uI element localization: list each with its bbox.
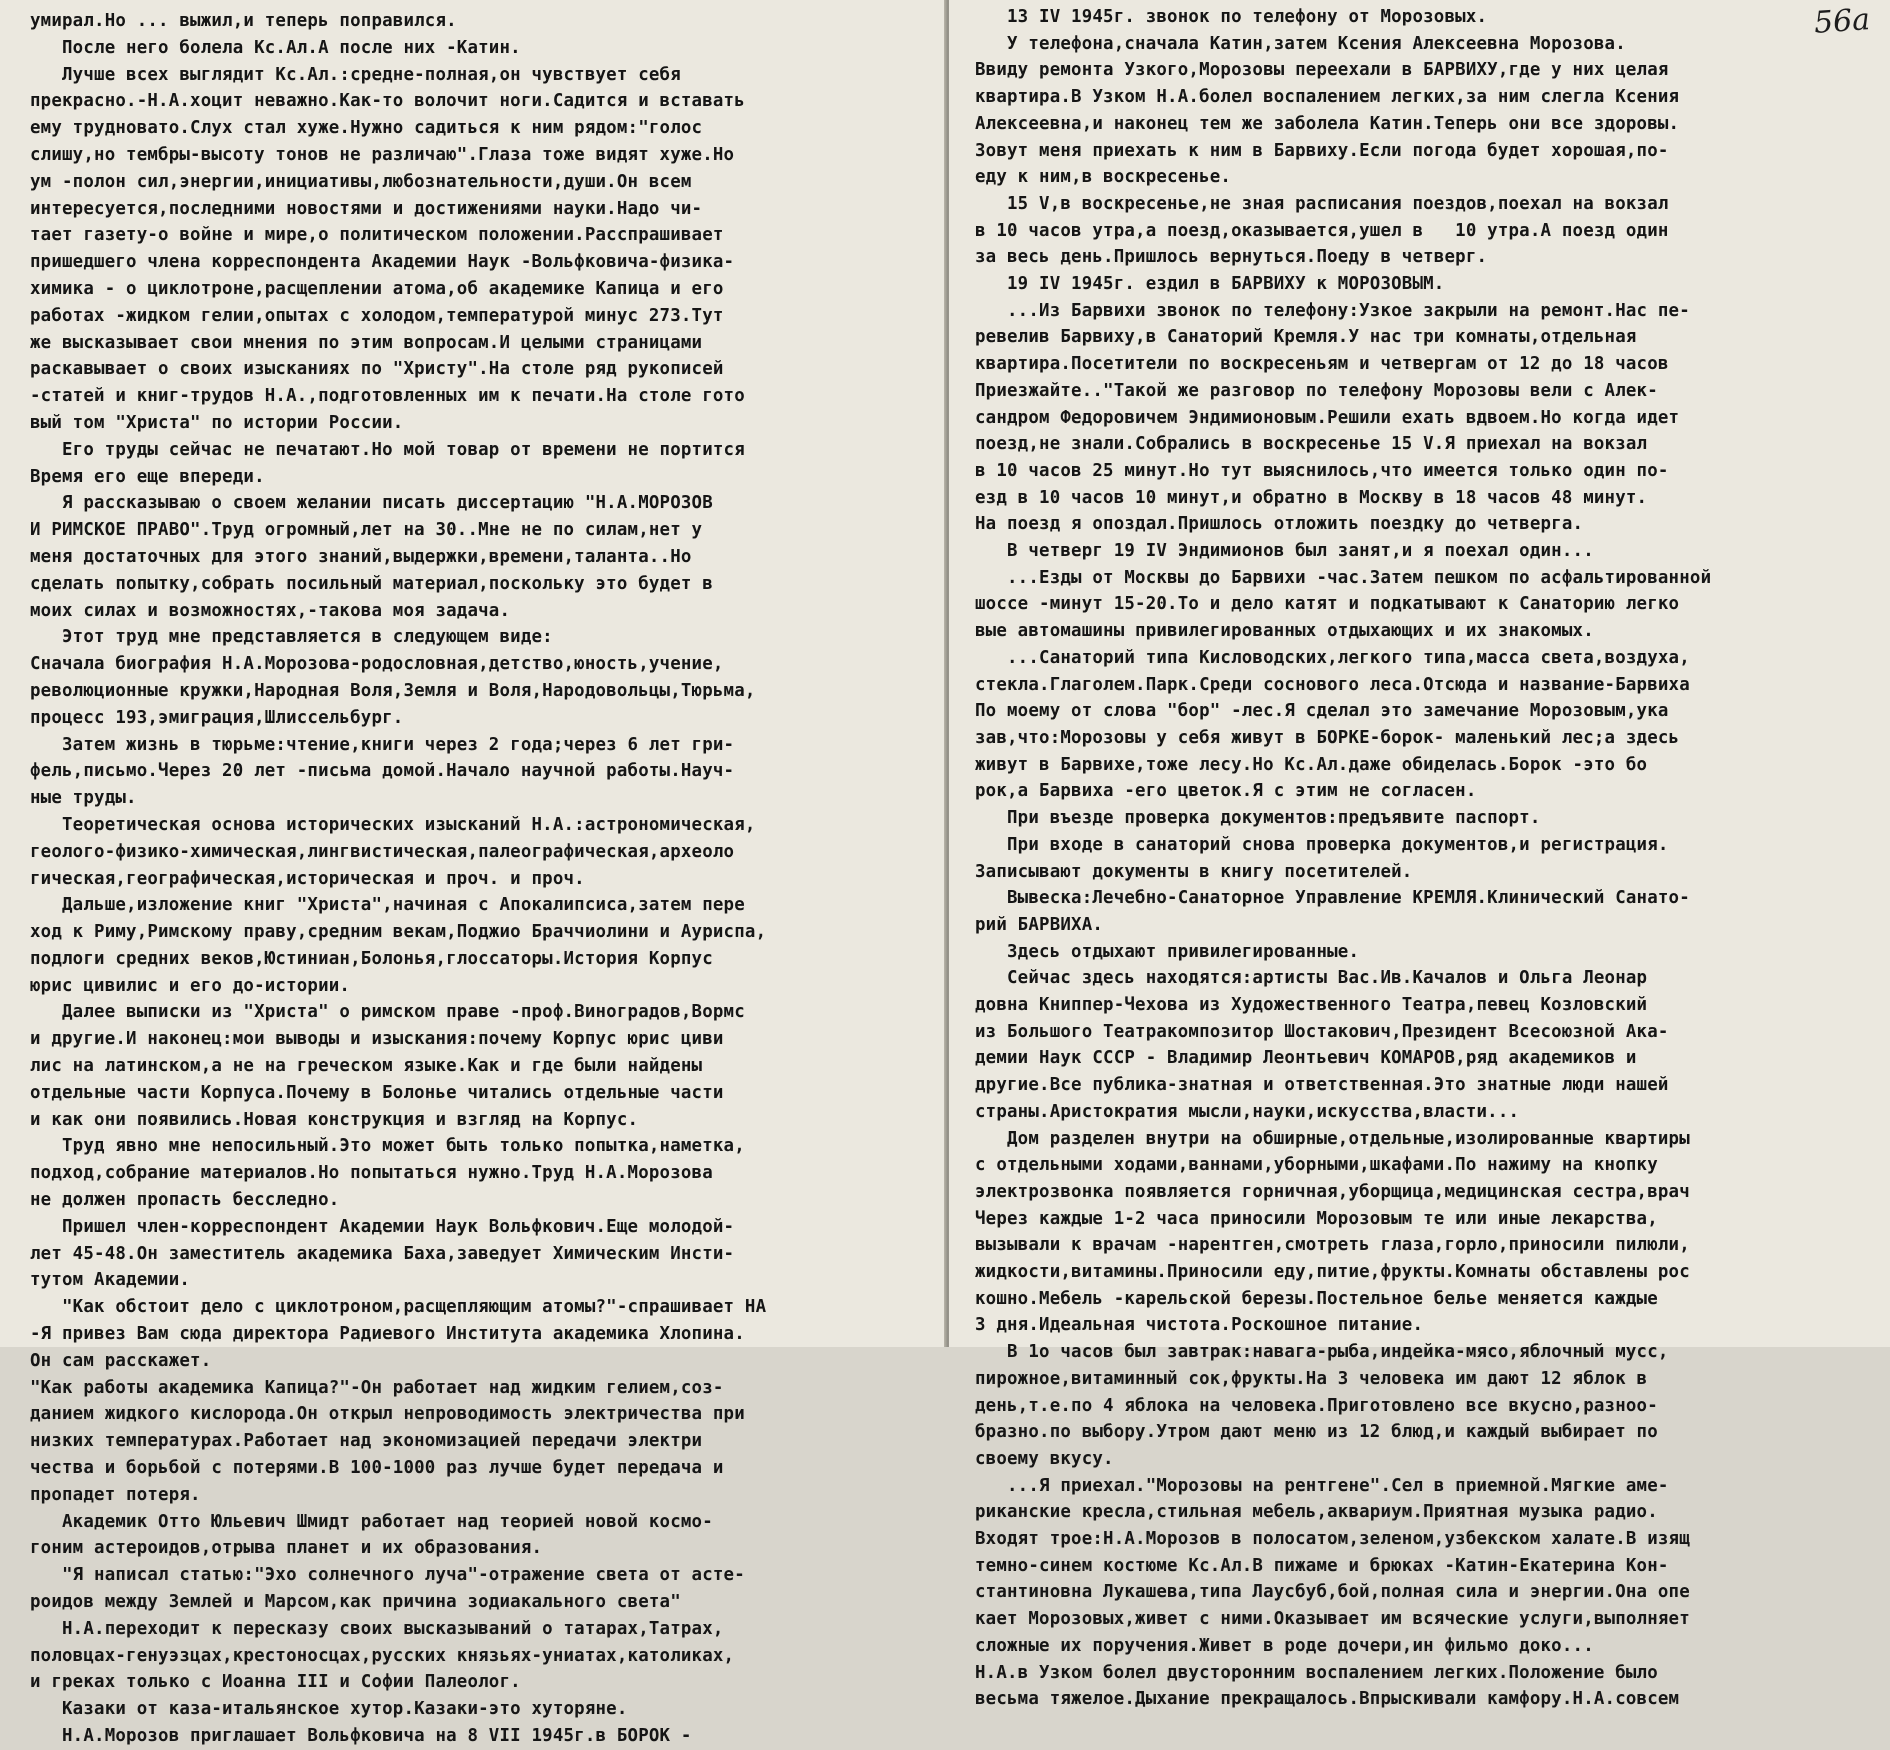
text-line: моих силах и возможностях,-такова моя задача. (30, 600, 511, 621)
text-line: низких температурах.Работает над экономизацией передачи электри (30, 1431, 703, 1452)
text-line: Академик Отто Юльевич Шмидт работает над теорией новой космо- (30, 1511, 713, 1532)
text-line: Он сам расскажет. (30, 1350, 212, 1371)
text-line: Этот труд мне представляется в следующем виде: (30, 627, 553, 648)
text-line: ...Санаторий типа Кисловодских,легкого типа,масса света,воздуха, (975, 647, 1690, 668)
text-line: Зовут меня приехать к ним в Барвиху.Если погода будет хорошая,по- (975, 140, 1669, 161)
text-line: 15 V,в воскресенье,не зная расписания поездов,поехал на вокзал (975, 193, 1669, 214)
text-line: Сначала биография Н.А.Морозова-родословная,детство,юность,учение, (30, 654, 724, 675)
text-line: не должен пропасть бесследно. (30, 1190, 340, 1211)
text-line: рок,а Барвиха -его цветок.Я с этим не согласен. (975, 781, 1477, 802)
text-line: Далее выписки из "Христа" о римском праве -проф.Виноградов,Вормс (30, 1002, 745, 1023)
text-line: Затем жизнь в тюрьме:чтение,книги через 2 года;через 6 лет гри- (30, 734, 735, 755)
text-line: в 10 часов утра,а поезд,оказывается,ушел в 10 утра.А поезд один (975, 220, 1669, 241)
text-line: И РИМСКОЕ ПРАВО".Труд огромный,лет на 30..Мне не по силам,нет у (30, 520, 703, 541)
text-line: жидкости,витамины.Приносили еду,питие,фрукты.Комнаты обставлены рос (975, 1262, 1690, 1283)
text-line: бразно.по выбору.Утром дают меню из 12 блюд,и каждый выбирает по (975, 1422, 1658, 1443)
left-page-text (30, 8, 933, 1750)
text-line: "Как работы академика Капица?"-Он работает над жидким гелием,соз- (30, 1377, 724, 1398)
text-line: При входе в санаторий снова проверка документов,и регистрация. (975, 834, 1669, 855)
text-line: весьма тяжелое.Дыхание прекращалось.Впрыскивали камфору.Н.А.совсем (975, 1689, 1680, 1710)
text-line: тает газету-о войне и мире,о политическом положении.Расспрашивает (30, 225, 724, 246)
text-line: На поезд я опоздал.Пришлось отложить поездку до четверга. (975, 514, 1584, 535)
text-line: риканские кресла,стильная мебель,аквариум.Приятная музыка радио. (975, 1502, 1658, 1523)
text-line: процесс 193,эмиграция,Шлиссельбург. (30, 707, 404, 728)
text-line: 3 дня.Идеальная чистота.Роскошное питание. (975, 1315, 1424, 1336)
text-line: Вывеска:Лечебно-Санаторное Управление КРЕМЛЯ.Клинический Санато- (975, 888, 1690, 909)
text-line: Н.А.Морозов приглашает Вольфковича на 8 VII 1945г.в БОРОК - (30, 1726, 692, 1746)
page-number: 56а (1812, 2, 1872, 41)
text-line: квартира.В Узком Н.А.болел воспалением легких,за ним слегла Ксения (975, 87, 1680, 108)
text-line: половцах-генуэзцах,крестоносцах,русских князьях-униатах,католиках, (30, 1645, 735, 1666)
text-line: умирал.Но ... выжил,и теперь поправился. (30, 11, 457, 31)
text-line: прекрасно.-Н.А.хоцит неважно.Как-то волочит ноги.Садится и вставать (30, 91, 745, 112)
text-line: своему вкусу. (975, 1448, 1114, 1469)
text-line: Н.А.в Узком болел двусторонним воспалением легких.Положение было (975, 1662, 1658, 1683)
text-line: подлоги средних веков,Юстиниан,Болонья,глоссаторы.История Корпус (30, 948, 713, 969)
text-line: Входят трое:Н.А.Морозов в полосатом,зеленом,узбекском халате.В изящ (975, 1529, 1690, 1550)
text-line: Время его еще впереди. (30, 466, 265, 487)
text-line: другие.Все публика-знатная и ответственная.Это знатные люди нашей (975, 1075, 1669, 1096)
right-page-text (975, 4, 1876, 1713)
text-line: за весь день.Пришлось вернуться.Поеду в четверг. (975, 247, 1488, 268)
text-line: электрозвонка появляется горничная,уборщица,медицинская сестра,врач (975, 1181, 1690, 1202)
text-line: день,т.е.по 4 яблока на человека.Приготовлено все вкусно,разноо- (975, 1395, 1658, 1416)
text-line: и как они появились.Новая конструкция и взгляд на Корпус. (30, 1109, 639, 1130)
text-line: Пришел член-корреспондент Академии Наук Вольфкович.Еще молодой- (30, 1216, 735, 1237)
text-line: "Как обстоит дело с циклотроном,расщепляющим атомы?"-спрашивает НА (30, 1297, 767, 1318)
text-line: живут в Барвихе,тоже лесу.Но Кс.Ал.даже обиделась.Борок -это бо (975, 754, 1648, 775)
text-line: вые автомашины привилегированных отдыхающих и их знакомых. (975, 621, 1594, 642)
text-line: Приезжайте.."Такой же разговор по телефону Морозовы вели с Алек- (975, 380, 1658, 401)
text-line: По моему от слова "бор" -лес.Я сделал это замечание Морозовым,ука (975, 701, 1669, 722)
text-line: Его труды сейчас не печатают.Но мой товар от времени не портится (30, 439, 745, 460)
text-line: кошно.Мебель -карельской березы.Постельное белье меняется каждые (975, 1288, 1658, 1309)
text-line: меня достаточных для этого знаний,выдержки,времени,таланта..Но (30, 546, 692, 567)
text-line: ему трудновато.Слух стал хуже.Нужно садиться к ним рядом:"голос (30, 118, 703, 139)
right-page (949, 0, 1890, 1710)
text-line: 19 IV 1945г. ездил в БАРВИХУ к МОРОЗОВЫМ. (975, 274, 1445, 295)
text-line: пирожное,витаминный сок,фрукты.На 3 человека им дают 12 яблок в (975, 1368, 1648, 1389)
text-line: чества и борьбой с потерями.В 100-1000 раз лучше будет передача и (30, 1458, 724, 1479)
text-line: рий БАРВИХА. (975, 914, 1104, 935)
text-line: Алексеевна,и наконец тем же заболела Катин.Теперь они все здоровы. (975, 113, 1680, 134)
text-line: 13 IV 1945г. звонок по телефону от Морозовых. (975, 7, 1488, 27)
text-line: ...Я приехал."Морозовы на рентгене".Сел в приемной.Мягкие аме- (975, 1475, 1669, 1496)
text-line: Записывают документы в книгу посетителей. (975, 861, 1413, 882)
text-line: пропадет потеря. (30, 1484, 201, 1505)
left-page (0, 0, 947, 1746)
text-line: Ввиду ремонта Узкого,Морозовы переехали в БАРВИХУ,где у них целая (975, 60, 1669, 81)
text-line: сделать попытку,собрать посильный материал,поскольку это будет в (30, 573, 713, 594)
text-line: юрис цивилис и его до-истории. (30, 975, 351, 996)
text-line: и греках только с Иоанна III и Софии Палеолог. (30, 1672, 521, 1693)
text-line: же высказывает свои мнения по этим вопросам.И целыми страницами (30, 332, 703, 353)
text-line: Через каждые 1-2 часа приносили Морозовым те или иные лекарства, (975, 1208, 1658, 1229)
text-line: ...Из Барвихи звонок по телефону:Узкое закрыли на ремонт.Нас пе- (975, 300, 1690, 321)
text-line: в 10 часов 25 минут.Но тут выяснилось,что имеется только один по- (975, 460, 1669, 481)
text-line: геолого-физико-химическая,лингвистическая,палеографическая,археоло (30, 841, 735, 862)
text-line: Дальше,изложение книг "Христа",начиная с Апокалипсиса,затем пере (30, 895, 745, 916)
text-line: Здесь отдыхают привилегированные. (975, 941, 1360, 962)
text-line: ход к Риму,Римскому праву,средним векам,Поджио Браччиолини и Ауриспа, (30, 922, 767, 943)
text-line: стекла.Глаголем.Парк.Среди соснового леса.Отсюда и название-Барвиха (975, 674, 1690, 695)
text-line: поезд,не знали.Собрались в воскресенье 15 V.Я приехал на вокзал (975, 434, 1648, 455)
text-line: роидов между Землей и Марсом,как причина зодиакального света" (30, 1592, 681, 1613)
text-line: лет 45-48.Он заместитель академика Баха,заведует Химическим Инсти- (30, 1243, 735, 1264)
text-line: зав,что:Морозовы у себя живут в БОРКЕ-борок- маленький лес;а здесь (975, 727, 1680, 748)
text-line: гическая,географическая,историческая и проч. и проч. (30, 868, 585, 889)
text-line: с отдельными ходами,ваннами,уборными,шкафами.По нажиму на кнопку (975, 1155, 1658, 1176)
text-line: В 1о часов был завтрак:навага-рыба,индейка-мясо,яблочный мусс, (975, 1342, 1669, 1363)
text-line: ум -полон сил,энергии,инициативы,любознательности,души.Он всем (30, 171, 692, 192)
text-line: Казаки от каза-итальянское хутор.Казаки-это хуторяне. (30, 1699, 628, 1720)
text-line: стантиновна Лукашева,типа Лаусбуб,бой,полная сила и энергии.Она опе (975, 1582, 1690, 1603)
text-line: пришедшего члена корреспондента Академии Наук -Вольфковича-физика- (30, 252, 735, 273)
text-line: данием жидкого кислорода.Он открыл непроводимость электричества при (30, 1404, 745, 1425)
text-line: У телефона,сначала Катин,затем Ксения Алексеевна Морозова. (975, 33, 1626, 54)
text-line: ревелив Барвиху,в Санаторий Кремля.У нас три комнаты,отдельная (975, 327, 1637, 348)
text-line: Теоретическая основа исторических изысканий Н.А.:астрономическая, (30, 814, 756, 835)
text-line: шоссе -минут 15-20.То и дело катят и подкатывают к Санаторию легко (975, 594, 1680, 615)
text-line: квартира.Посетители по воскресеньям и четвергам от 12 до 18 часов (975, 354, 1669, 375)
text-line: Сейчас здесь находятся:артисты Вас.Ив.Качалов и Ольга Леонар (975, 968, 1648, 989)
text-line: фель,письмо.Через 20 лет -письма домой.Начало научной работы.Науч- (30, 761, 735, 782)
text-line: еду к ним,в воскресенье. (975, 167, 1232, 188)
text-line: В четверг 19 IV Эндимионов был занят,и я поехал один... (975, 541, 1594, 562)
text-line: интересуется,последними новостями и достижениями науки.Надо чи- (30, 198, 703, 219)
text-line: раскавывает о своих изысканиях по "Христу".На столе ряд рукописей (30, 359, 724, 380)
text-line: и другие.И наконец:мои выводы и изыскания:почему Корпус юрис циви (30, 1029, 724, 1050)
text-line: отдельные части Корпуса.Почему в Болонье читались отдельные части (30, 1082, 724, 1103)
text-line: -Я привез Вам сюда директора Радиевого Института академика Хлопина. (30, 1324, 745, 1345)
text-line: работах -жидком гелии,опытах с холодом,температурой минус 273.Тут (30, 305, 724, 326)
text-line: подход,собрание материалов.Но попытаться нужно.Труд Н.А.Морозова (30, 1163, 713, 1184)
text-line: Дом разделен внутри на обширные,отдельные,изолированные квартиры (975, 1128, 1690, 1149)
text-line: -статей и книг-трудов Н.А.,подготовленных им к печати.На столе гото (30, 386, 745, 407)
text-line: революционные кружки,Народная Воля,Земля и Воля,Народовольцы,Тюрьма, (30, 680, 756, 701)
text-line: езд в 10 часов 10 минут,и обратно в Москву в 18 часов 48 минут. (975, 487, 1648, 508)
text-line: ...Езды от Москвы до Барвихи -час.Затем пешком по асфальтированной (975, 567, 1712, 588)
text-line: из Большого Театракомпозитор Шостакович,Президент Всесоюзной Ака- (975, 1021, 1669, 1042)
text-line: химика - о циклотроне,расщеплении атома,об академике Капица и его (30, 278, 724, 299)
text-line: Труд явно мне непосильный.Это может быть только попытка,наметка, (30, 1136, 745, 1157)
text-line: слишу,но тембры-высоту тонов не различаю".Глаза тоже видят хуже.Но (30, 144, 735, 165)
text-line: лис на латинском,а не на греческом языке.Как и где были найдены (30, 1056, 703, 1077)
text-line: вый том "Христа" по истории России. (30, 412, 404, 433)
text-line: кает Морозовых,живет с ними.Оказывает им всяческие услуги,выполняет (975, 1609, 1690, 1630)
text-line: "Я написал статью:"Эхо солнечного луча"-отражение света от асте- (30, 1565, 745, 1586)
text-line: гоним астероидов,отрыва планет и их образования. (30, 1538, 543, 1559)
text-line: довна Книппер-Чехова из Художественного Театра,певец Козловский (975, 995, 1648, 1016)
text-line: При въезде проверка документов:предъявите паспорт. (975, 808, 1541, 829)
text-line: Я рассказываю о своем желании писать диссертацию "Н.А.МОРОЗОВ (30, 493, 713, 514)
text-line: страны.Аристократия мысли,науки,искусства,власти... (975, 1101, 1520, 1122)
text-line: ные труды. (30, 788, 137, 809)
text-line: демии Наук СССР - Владимир Леонтьевич КОМАРОВ,ряд академиков и (975, 1048, 1637, 1069)
text-line: сложные их поручения.Живет в роде дочери,ин фильмо доко... (975, 1635, 1594, 1656)
text-line: сандром Федоровичем Эндимионовым.Решили ехать вдвоем.Но когда идет (975, 407, 1680, 428)
text-line: темно-синем костюме Кс.Ал.В пижаме и брюках -Катин-Екатерина Кон- (975, 1555, 1669, 1576)
text-line: вызывали к врачам -нарентген,смотреть глаза,горло,приносили пилюли, (975, 1235, 1690, 1256)
text-line: Лучше всех выглядит Кс.Ал.:средне-полная,он чувствует себя (30, 64, 681, 85)
text-line: После него болела Кс.Ал.А после них -Катин. (30, 37, 521, 58)
text-line: Н.А.переходит к пересказу своих высказываний о татарах,Татрах, (30, 1618, 724, 1639)
text-line: тутом Академии. (30, 1270, 191, 1291)
